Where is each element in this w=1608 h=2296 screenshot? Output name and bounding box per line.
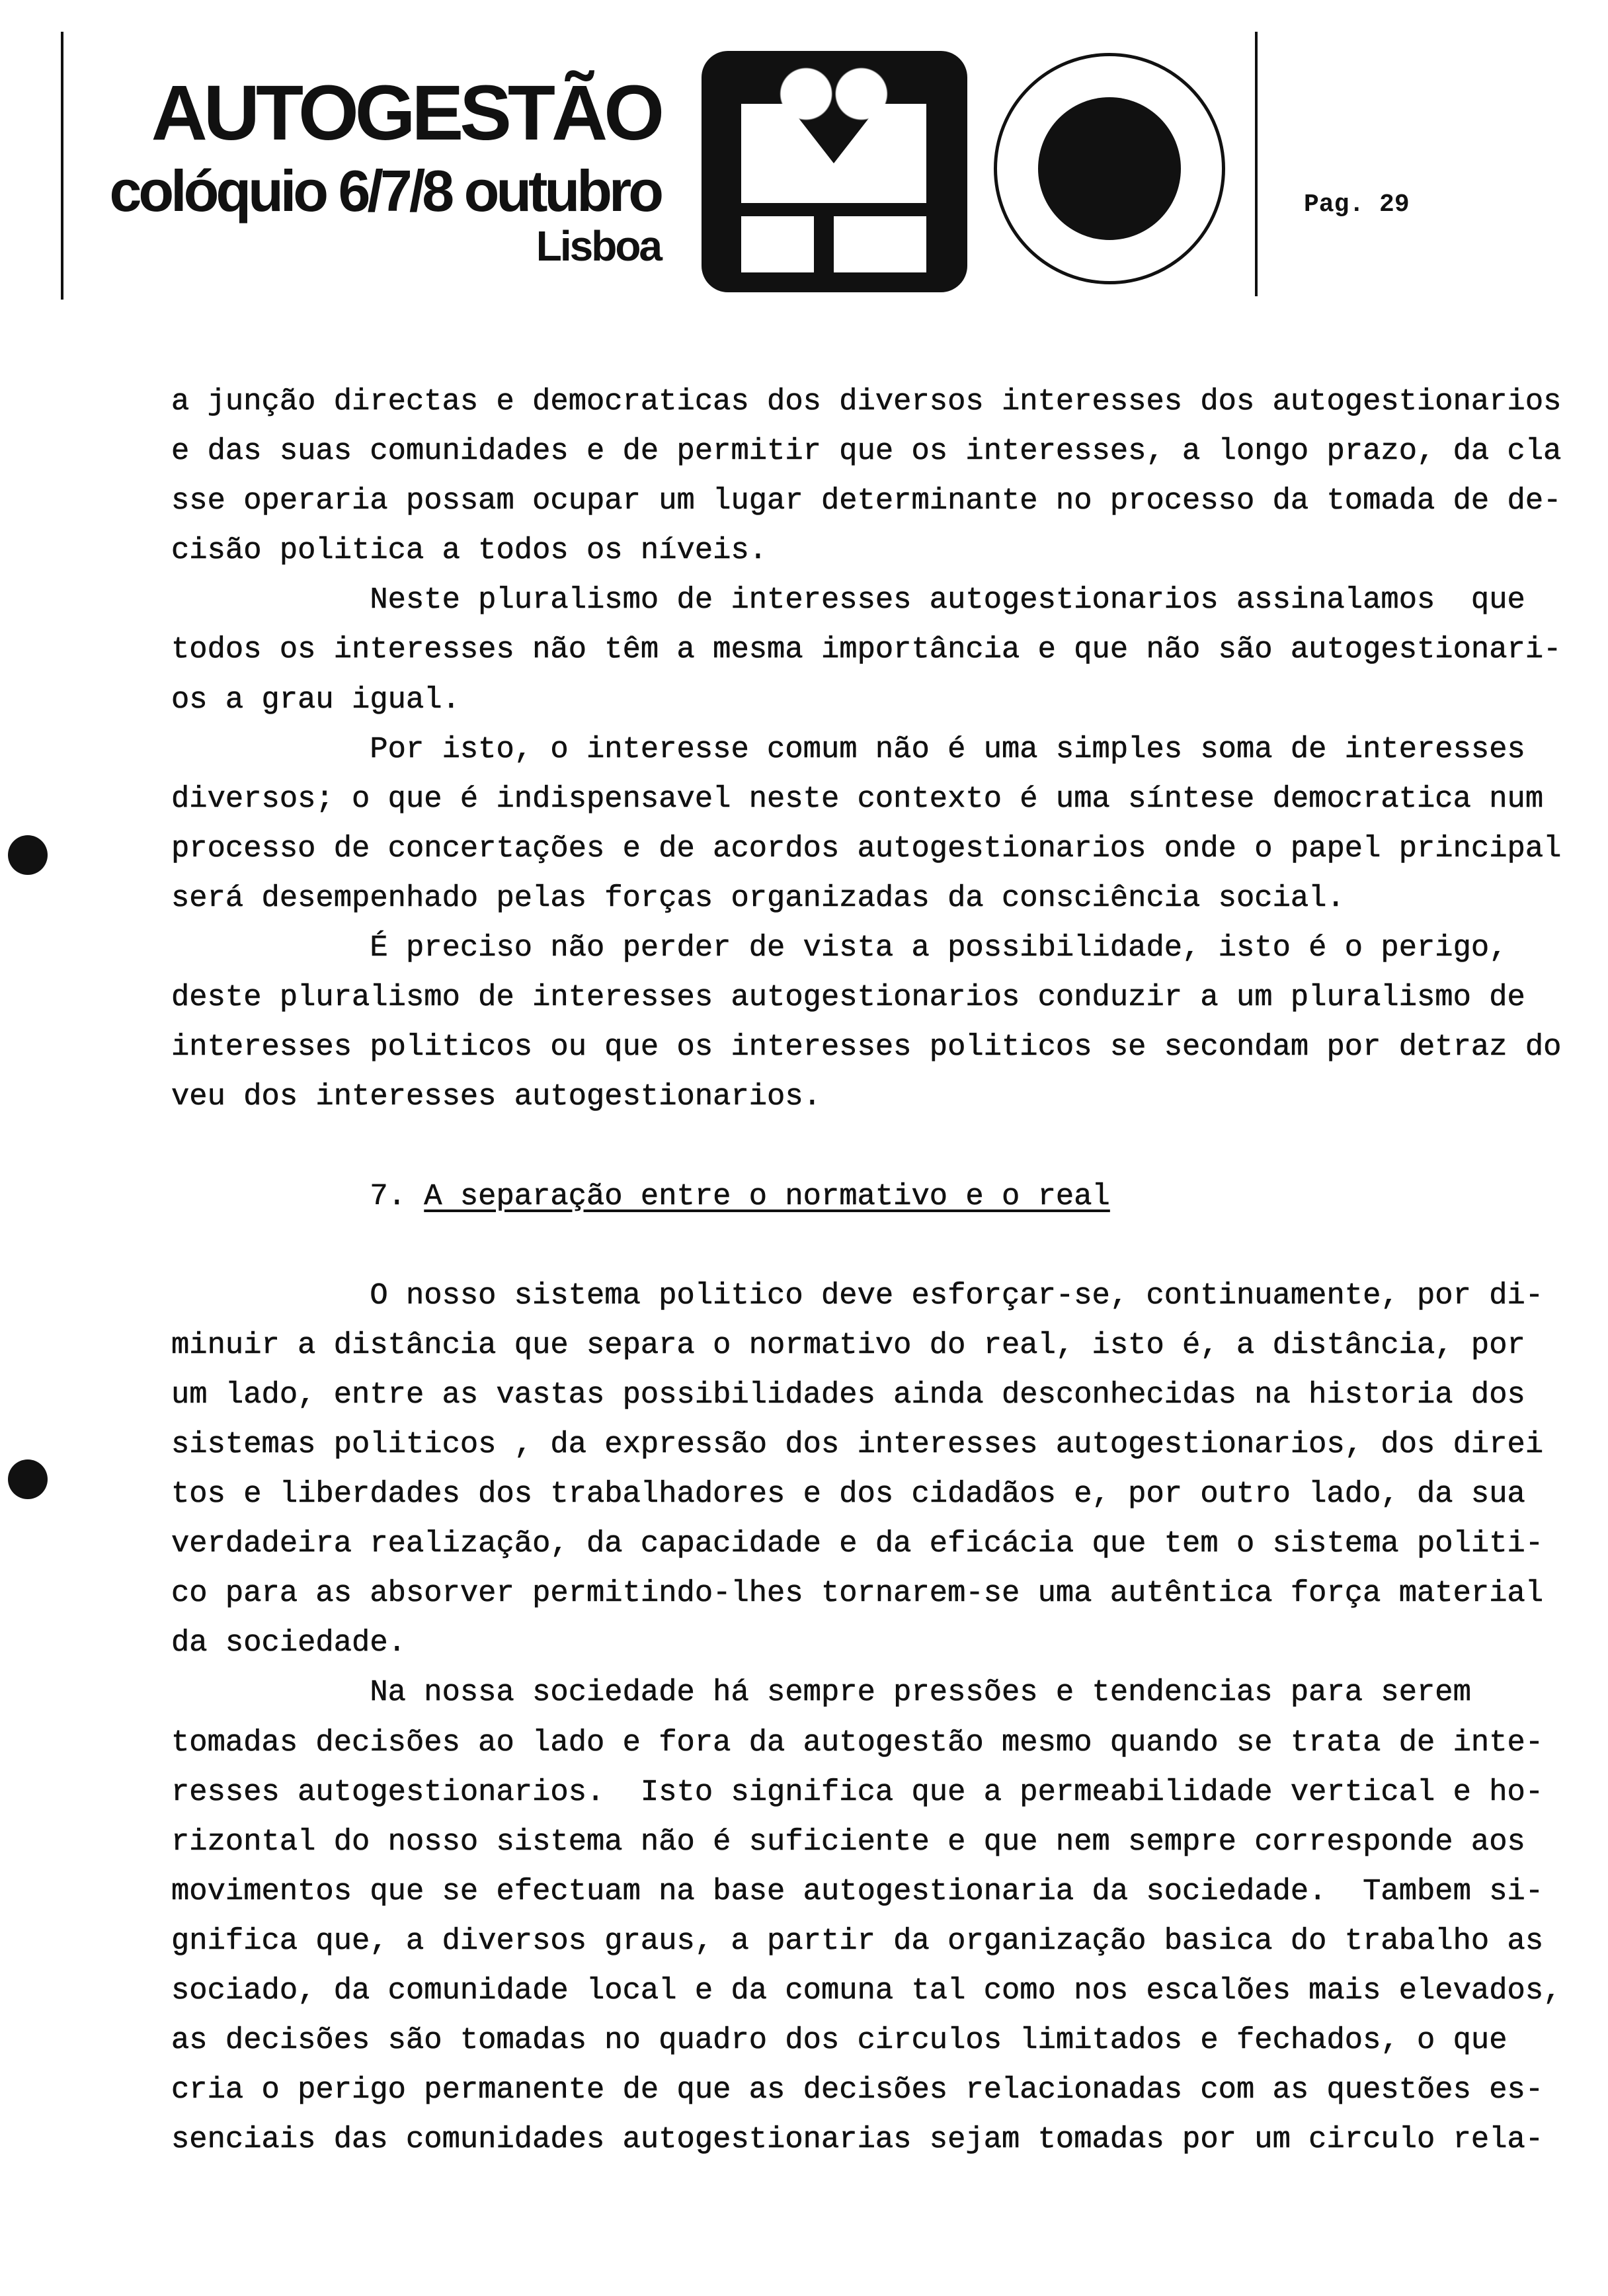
partido-socialista-seal (994, 53, 1225, 284)
header-left-rule (61, 32, 63, 300)
text-line: É preciso não perder de vista a possibilidade, isto é o perigo, (171, 930, 1508, 965)
text-line: Na nossa sociedade há sempre pressões e tendencias para serem (171, 1675, 1471, 1710)
text-line: senciais das comunidades autogestionarias sejam tomadas por um circulo rela- (171, 2122, 1544, 2157)
section-heading: 7. A separação entre o normativo e o real (171, 1178, 1110, 1213)
text-line: as decisões são tomadas no quadro dos circulos limitados e fechados, o que (171, 2023, 1508, 2058)
text-line: veu dos interesses autogestionarios. (171, 1079, 821, 1114)
text-line: da sociedade. (171, 1625, 406, 1660)
text-line: verdadeira realização, da capacidade e da eficácia que tem o sistema politi- (171, 1526, 1544, 1561)
text-line: os a grau igual. (171, 682, 460, 717)
text-line: cisão politica a todos os níveis. (171, 533, 768, 568)
text-line: sociado, da comunidade local e da comuna tal como nos escalões mais elevados, (171, 1973, 1562, 2008)
text-line: gnifica que, a diversos graus, a partir da organização basica do trabalho as (171, 1923, 1544, 1958)
text-line: tomadas decisões ao lado e fora da autogestão mesmo quando se trata de inte- (171, 1725, 1544, 1760)
header-city: Lisboa (536, 222, 661, 270)
text-line: todos os interesses não têm a mesma importância e que não são autogestionari- (171, 632, 1562, 667)
text-line: um lado, entre as vastas possibilidades ainda desconhecidas na historia dos (171, 1377, 1525, 1412)
section-heading-title: A separação entre o normativo e o real (424, 1178, 1110, 1213)
text-line (171, 1122, 1561, 1171)
text-line: co para as absorver permitindo-lhes tornarem-se uma autêntica força material (171, 1576, 1544, 1611)
text-line: sistemas politicos , da expressão dos interesses autogestionarios, dos direi (171, 1426, 1544, 1461)
page-number (1304, 190, 1410, 219)
header-title: AUTOGESTÃO (151, 69, 661, 157)
punch-hole (8, 835, 48, 875)
text-line: a junção directas e democraticas dos diversos interesses dos autogestionarios (171, 384, 1562, 419)
text-line: cria o perigo permanente de que as decisões relacionadas com as questões es- (171, 2072, 1544, 2108)
document-body (171, 377, 1561, 2164)
page-number-value: 29 (1379, 190, 1410, 219)
text-line: interesses politicos ou que os interesses politicos se secondam por detraz do (171, 1030, 1562, 1065)
text-line: Neste pluralismo de interesses autogestionarios assinalamos que (171, 583, 1525, 618)
text-line: diversos; o que é indispensavel neste contexto é uma síntese democratica num (171, 781, 1544, 816)
text-line: O nosso sistema politico deve esforçar-se, continuamente, por di- (171, 1278, 1544, 1313)
text-line: minuir a distância que separa o normativo do real, isto é, a distância, por (171, 1327, 1525, 1362)
text-line: sse operaria possam ocupar um lugar determinante no processo da tomada de de- (171, 483, 1562, 518)
text-line: e das suas comunidades e de permitir que os interesses, a longo prazo, da cla (171, 434, 1562, 469)
page-label: Pag. (1304, 190, 1365, 219)
header-right-rule (1255, 32, 1258, 296)
text-line: resses autogestionarios. Isto significa que a permeabilidade vertical e ho- (171, 1774, 1544, 1809)
punch-hole (8, 1459, 48, 1499)
fist-icon (1038, 97, 1181, 240)
text-line: tos e liberdades dos trabalhadores e dos cidadãos e, por outro lado, da sua (171, 1477, 1525, 1512)
text-line: movimentos que se efectuam na base autogestionaria da sociedade. Tambem si- (171, 1873, 1544, 1908)
autogestao-logo (702, 51, 967, 292)
text-line: processo de concertações e de acordos autogestionarios onde o papel principal (171, 831, 1562, 866)
header-subtitle: colóquio 6/7/8 outubro (109, 158, 661, 224)
text-line: rizontal do nosso sistema não é suficiente e que nem sempre corresponde aos (171, 1824, 1525, 1859)
text-line: será desempenhado pelas forças organizadas da consciência social. (171, 880, 1345, 915)
text-line: deste pluralismo de interesses autogestionarios conduzir a um pluralismo de (171, 980, 1525, 1015)
text-line: Por isto, o interesse comum não é uma simples soma de interesses (171, 731, 1525, 766)
text-line (171, 1221, 1561, 1271)
